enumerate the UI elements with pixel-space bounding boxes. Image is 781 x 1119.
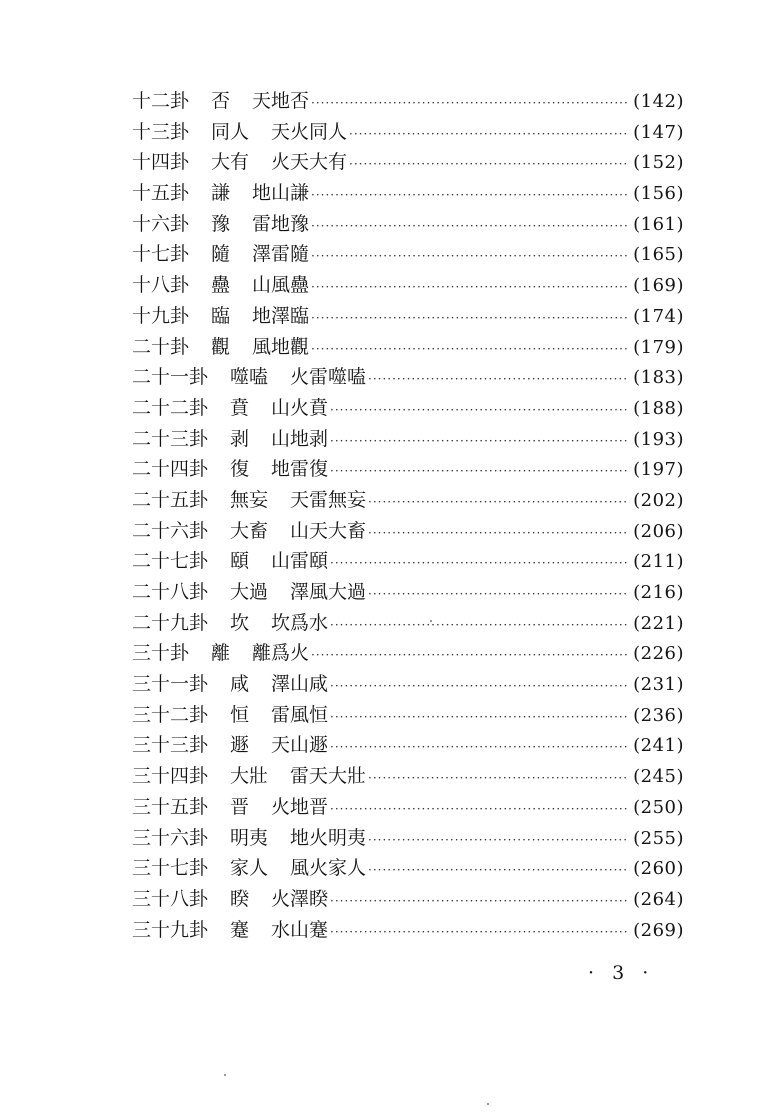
hexagram-full-name: 澤雷隨 (252, 243, 310, 266)
hexagram-full-name: 坎爲水 (271, 611, 329, 634)
hexagram-full-name: 風火家人 (290, 857, 367, 880)
hexagram-name: 剥 (230, 427, 250, 450)
hexagram-ordinal: 三十五卦 (132, 795, 209, 818)
dot-leader (368, 825, 627, 856)
page-reference: (216) (633, 582, 684, 603)
toc-entry[interactable] (132, 178, 684, 209)
hexagram-name: 同人 (211, 120, 250, 143)
page-reference: (231) (633, 674, 684, 696)
toc-entry[interactable] (132, 270, 684, 301)
hexagram-full-name: 澤山咸 (271, 673, 329, 696)
hexagram-full-name: 雷天大壯 (290, 765, 367, 788)
dot-leader (330, 610, 627, 641)
page-reference: (174) (633, 305, 684, 327)
hexagram-name: 觀 (211, 335, 231, 358)
hexagram-name: 無妄 (230, 488, 269, 511)
dot-leader (330, 794, 627, 825)
hexagram-full-name: 山雷頤 (271, 550, 329, 573)
hexagram-full-name: 地山謙 (252, 182, 310, 205)
hexagram-ordinal: 二十六卦 (132, 519, 209, 542)
dot-leader (311, 211, 627, 242)
hexagram-full-name: 山火賁 (271, 396, 329, 419)
hexagram-name: 否 (211, 90, 231, 112)
dot-leader (368, 763, 627, 794)
page-number: · 3 · (588, 962, 655, 984)
dot-leader (311, 303, 627, 334)
hexagram-ordinal: 十六卦 (132, 212, 190, 235)
hexagram-full-name: 天山遯 (271, 734, 329, 757)
hexagram-ordinal: 十八卦 (132, 274, 190, 297)
dot-leader (349, 119, 627, 150)
toc-entry[interactable] (132, 761, 684, 792)
hexagram-name: 恒 (230, 703, 250, 726)
scan-speck (487, 1103, 489, 1105)
page-reference: (269) (633, 919, 684, 941)
hexagram-name: 明夷 (230, 826, 269, 849)
dot-leader (311, 88, 627, 119)
hexagram-name: 大過 (230, 581, 269, 603)
hexagram-name: 頤 (230, 550, 250, 573)
hexagram-full-name: 山風蠱 (252, 274, 310, 297)
toc-entry[interactable] (132, 516, 684, 547)
hexagram-full-name: 澤風大過 (290, 581, 367, 603)
toc-entry[interactable] (132, 730, 684, 761)
hexagram-ordinal: 三十一卦 (132, 673, 209, 696)
hexagram-full-name: 地澤臨 (252, 304, 310, 327)
hexagram-name: 復 (230, 458, 250, 481)
toc-entry[interactable] (132, 853, 684, 884)
hexagram-ordinal: 三十四卦 (132, 765, 209, 788)
dot-leader (311, 241, 627, 272)
page-reference: (183) (633, 367, 684, 389)
toc-entry[interactable] (132, 454, 684, 485)
dot-leader (330, 702, 627, 733)
dot-leader (330, 395, 627, 426)
toc-entry[interactable] (132, 915, 684, 946)
hexagram-name: 臨 (211, 304, 231, 327)
hexagram-ordinal: 二十三卦 (132, 427, 209, 450)
page-reference: (152) (633, 152, 684, 174)
page-reference: (255) (633, 827, 684, 849)
page-reference: (156) (633, 183, 684, 205)
toc-entry[interactable] (132, 86, 684, 117)
hexagram-name: 睽 (230, 887, 250, 910)
toc-entry[interactable] (132, 209, 684, 240)
page-reference: (260) (633, 858, 684, 880)
hexagram-name: 噬嗑 (230, 366, 269, 389)
page-reference: (188) (633, 397, 684, 419)
page-reference: (236) (633, 704, 684, 726)
hexagram-ordinal: 二十七卦 (132, 550, 209, 573)
toc-entry[interactable] (132, 332, 684, 363)
hexagram-ordinal: 十四卦 (132, 151, 190, 174)
hexagram-full-name: 山地剥 (271, 427, 329, 450)
hexagram-ordinal: 三十九卦 (132, 918, 209, 941)
dot-leader (368, 487, 627, 518)
hexagram-name: 蠱 (211, 274, 231, 297)
page-reference: (221) (633, 612, 684, 634)
hexagram-name: 大壯 (230, 765, 269, 788)
dot-leader (311, 640, 627, 671)
toc-entry[interactable] (132, 792, 684, 823)
hexagram-ordinal: 三十二卦 (132, 703, 209, 726)
hexagram-full-name: 天雷無妄 (290, 488, 367, 511)
hexagram-name: 離 (211, 642, 231, 665)
toc-entry[interactable] (132, 117, 684, 148)
hexagram-ordinal: 二十二卦 (132, 396, 209, 419)
hexagram-full-name: 雷風恒 (271, 703, 329, 726)
page-reference: (250) (633, 796, 684, 818)
hexagram-ordinal: 十七卦 (132, 243, 190, 266)
page-reference: (202) (633, 489, 684, 511)
page-reference: (142) (633, 91, 684, 112)
hexagram-name: 咸 (230, 673, 250, 696)
toc-entry[interactable] (132, 239, 684, 270)
hexagram-full-name: 雷地豫 (252, 212, 310, 235)
page-reference: (264) (633, 888, 684, 910)
hexagram-full-name: 離爲火 (252, 642, 310, 665)
dot-leader (330, 917, 627, 948)
hexagram-name: 遯 (230, 734, 250, 757)
toc-entry[interactable] (132, 362, 684, 393)
hexagram-ordinal: 二十五卦 (132, 488, 209, 511)
page-reference: (197) (633, 459, 684, 481)
hexagram-full-name: 地火明夷 (290, 826, 367, 849)
dot-leader (330, 732, 627, 763)
toc-entry[interactable] (132, 669, 684, 700)
toc-entry[interactable] (132, 546, 684, 577)
toc-entry[interactable] (132, 823, 684, 854)
hexagram-ordinal: 二十卦 (132, 335, 190, 358)
hexagram-ordinal: 二十四卦 (132, 458, 209, 481)
scan-speck (224, 1074, 226, 1076)
scan-speck (430, 620, 432, 622)
dot-leader (330, 671, 627, 702)
page-reference: (179) (633, 336, 684, 358)
page-reference: (147) (633, 121, 684, 143)
hexagram-full-name: 火雷噬嗑 (290, 366, 367, 389)
hexagram-ordinal: 二十一卦 (132, 366, 209, 389)
dot-leader (330, 456, 627, 487)
hexagram-full-name: 天地否 (252, 90, 310, 112)
hexagram-ordinal: 十二卦 (132, 90, 190, 112)
dot-leader (368, 855, 627, 886)
hexagram-ordinal: 三十三卦 (132, 734, 209, 757)
hexagram-full-name: 山天大畜 (290, 519, 367, 542)
hexagram-ordinal: 十五卦 (132, 182, 190, 205)
toc-entry[interactable] (132, 424, 684, 455)
hexagram-ordinal: 二十八卦 (132, 581, 209, 603)
hexagram-full-name: 火澤睽 (271, 887, 329, 910)
hexagram-full-name: 天火同人 (271, 120, 348, 143)
toc-entry[interactable] (132, 577, 684, 608)
page-reference: (226) (633, 643, 684, 665)
hexagram-ordinal: 十九卦 (132, 304, 190, 327)
toc-entry[interactable] (132, 638, 684, 669)
dot-leader (330, 426, 627, 457)
toc-entry[interactable] (132, 700, 684, 731)
hexagram-ordinal: 十三卦 (132, 120, 190, 143)
hexagram-full-name: 火天大有 (271, 151, 348, 174)
hexagram-name: 謙 (211, 182, 231, 205)
dot-leader (311, 334, 627, 365)
hexagram-name: 大有 (211, 151, 250, 174)
hexagram-name: 晋 (230, 795, 250, 818)
hexagram-ordinal: 三十八卦 (132, 887, 209, 910)
page-reference: (169) (633, 275, 684, 297)
page-reference: (161) (633, 213, 684, 235)
hexagram-name: 蹇 (230, 918, 250, 941)
dot-leader (368, 579, 627, 610)
page-reference: (245) (633, 766, 684, 788)
dot-leader (368, 518, 627, 549)
page-reference: (211) (633, 551, 684, 573)
dot-leader (349, 149, 627, 180)
hexagram-name: 賁 (230, 396, 250, 419)
hexagram-ordinal: 三十卦 (132, 642, 190, 665)
page-reference: (165) (633, 244, 684, 266)
dot-leader (330, 548, 627, 579)
dot-leader (311, 180, 627, 211)
hexagram-ordinal: 二十九卦 (132, 611, 209, 634)
hexagram-full-name: 火地晋 (271, 795, 329, 818)
toc-entry[interactable] (132, 485, 684, 516)
toc-entry[interactable] (132, 147, 684, 178)
hexagram-full-name: 風地觀 (252, 335, 310, 358)
hexagram-full-name: 水山蹇 (271, 918, 329, 941)
dot-leader (330, 886, 627, 917)
hexagram-name: 坎 (230, 611, 250, 634)
dot-leader (311, 272, 627, 303)
hexagram-full-name: 地雷復 (271, 458, 329, 481)
toc-entry[interactable] (132, 608, 684, 639)
toc-entry[interactable] (132, 884, 684, 915)
dot-leader (368, 364, 627, 395)
table-of-contents (132, 86, 684, 945)
page-reference: (241) (633, 735, 684, 757)
hexagram-ordinal: 三十七卦 (132, 857, 209, 880)
page-reference: (206) (633, 520, 684, 542)
hexagram-name: 豫 (211, 212, 231, 235)
page-reference: (193) (633, 428, 684, 450)
hexagram-name: 大畜 (230, 519, 269, 542)
toc-entry[interactable] (132, 393, 684, 424)
hexagram-name: 隨 (211, 243, 231, 266)
toc-entry[interactable] (132, 301, 684, 332)
hexagram-name: 家人 (230, 857, 269, 880)
hexagram-ordinal: 三十六卦 (132, 826, 209, 849)
